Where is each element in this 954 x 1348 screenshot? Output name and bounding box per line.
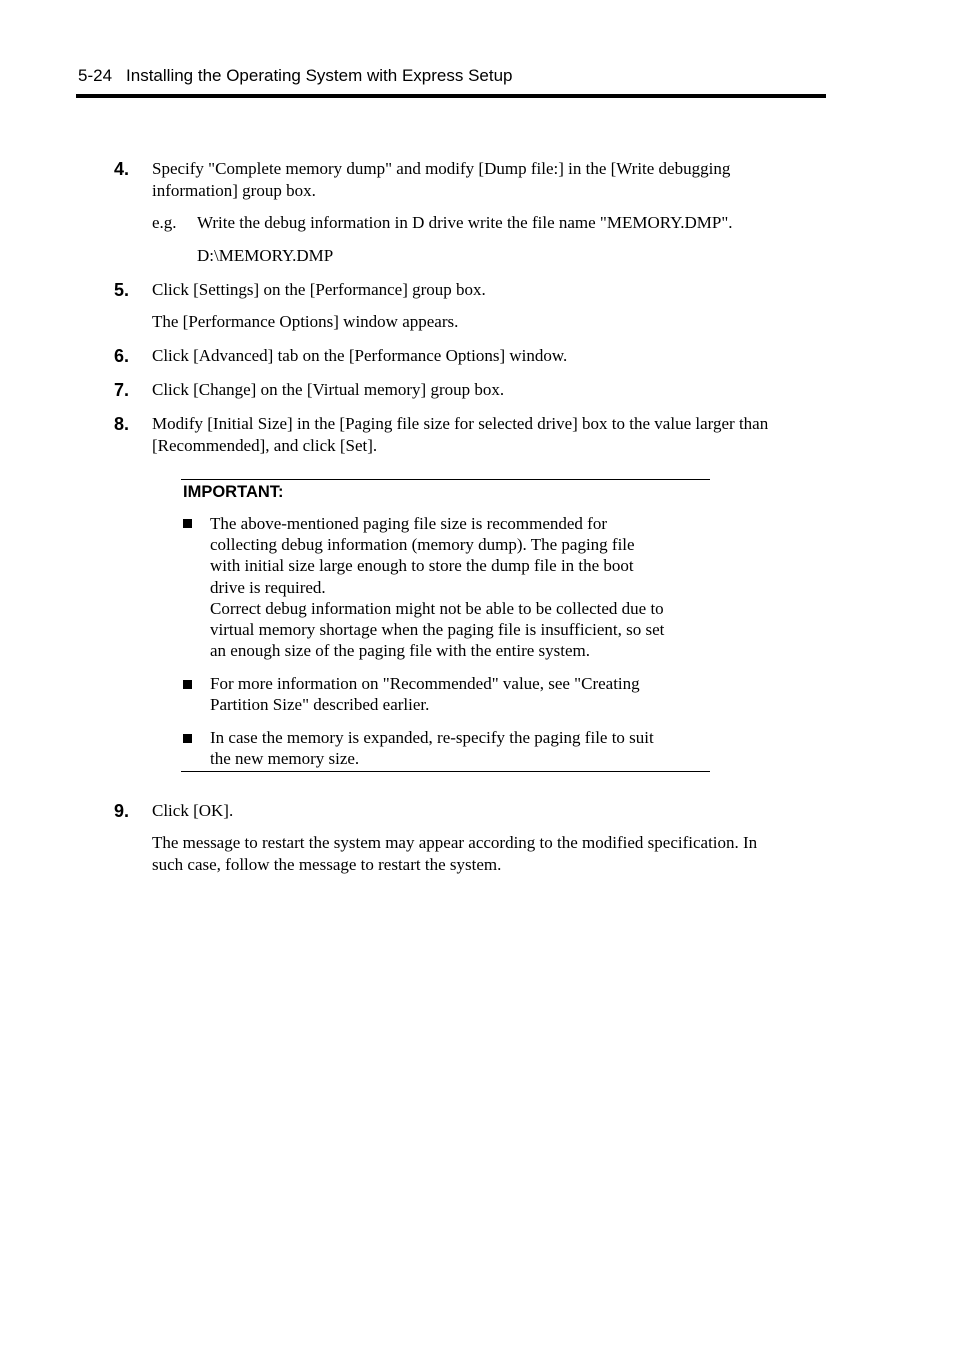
chapter-title: Installing the Operating System with Express Setup [126, 66, 513, 85]
example-text: Write the debug information in D drive write the file name "MEMORY.DMP". [197, 213, 733, 232]
bullet-2-line: For more information on "Recommended" value, see "Creating [210, 674, 640, 693]
example-label: e.g. [152, 213, 177, 232]
step-8-line-1: Modify [Initial Size] in the [Paging file size for selected drive] box to the value larger than [152, 414, 769, 433]
step-7-number: 7. [114, 380, 130, 400]
step-5-text: Click [Settings] on the [Performance] group box. [152, 280, 486, 299]
step-4-text [152, 158, 832, 201]
important-label: IMPORTANT: [183, 483, 284, 501]
step-4-line-1: Specify "Complete memory dump" and modify [Dump file:] in the [Write debugging [152, 159, 731, 178]
step-9-note-line-2: such case, follow the message to restart the system. [152, 854, 502, 874]
step-8-number: 8. [114, 414, 130, 434]
step-5-number: 5. [114, 280, 130, 300]
step-8-text [152, 413, 832, 456]
step-5-note: The [Performance Options] window appears. [152, 312, 459, 331]
important-bullet-2 [210, 673, 715, 715]
step-4-number: 4. [114, 159, 130, 179]
bullet-square-icon [183, 734, 192, 743]
bullet-1-line: The above-mentioned paging file size is recommended for [210, 514, 607, 533]
bullet-1-line: collecting debug information (memory dump). The paging file [210, 535, 635, 555]
important-bullet-3 [210, 727, 715, 769]
step-9-number: 9. [114, 801, 130, 821]
bullet-1-line: Correct debug information might not be able to be collected due to [210, 598, 664, 618]
important-bullet-1 [210, 513, 715, 661]
step-7-text: Click [Change] on the [Virtual memory] group box. [152, 380, 505, 399]
bullet-1-line: drive is required. [210, 577, 326, 597]
step-9-note-line-1: The message to restart the system may appear according to the modified specification. In [152, 833, 758, 852]
bullet-square-icon [183, 680, 192, 689]
important-top-rule [181, 479, 710, 480]
step-9-text: Click [OK]. [152, 801, 234, 820]
header-rule [76, 94, 826, 98]
bullet-1-line: an enough size of the paging file with the entire system. [210, 641, 591, 661]
step-8-line-2: [Recommended], and click [Set]. [152, 435, 378, 455]
bullet-1-line: with initial size large enough to store the dump file in the boot [210, 556, 634, 576]
page-header [78, 65, 826, 87]
bullet-2-line: Partition Size" described earlier. [210, 695, 430, 715]
step-6-text: Click [Advanced] tab on the [Performance Options] window. [152, 346, 568, 365]
bullet-3-line: the new memory size. [210, 749, 360, 769]
page-number: 5-24 [78, 66, 113, 85]
example-path: D:\MEMORY.DMP [197, 246, 334, 265]
bullet-3-line: In case the memory is expanded, re-specify the paging file to suit [210, 728, 654, 747]
step-6-number: 6. [114, 346, 130, 366]
bullet-1-line: virtual memory shortage when the paging file is insufficient, so set [210, 620, 665, 640]
step-9-note [152, 832, 832, 875]
important-bottom-rule [181, 771, 710, 772]
step-4-line-2: information] group box. [152, 180, 316, 200]
bullet-square-icon [183, 519, 192, 528]
